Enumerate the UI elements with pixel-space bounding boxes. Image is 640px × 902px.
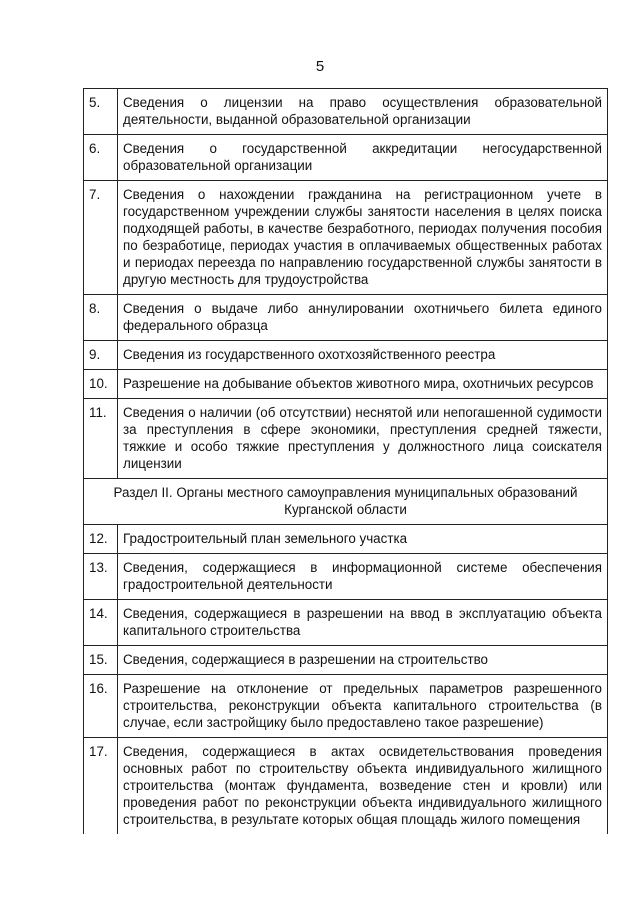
table-row: [84, 370, 608, 399]
row-number: 15.: [84, 646, 118, 675]
row-number: 7.: [84, 181, 118, 295]
row-number: 6.: [84, 135, 118, 181]
row-text: Сведения, содержащиеся в актах освидетельствования проведения основных работ по строительству объекта индивидуального жилищного строительства (монтаж фундамента, возведение стен и кровли) или проведения работ по реконструкции объекта индивидуального жилищного строительства, в результате которых общая площадь жилого помещения: [118, 738, 608, 835]
row-number: 12.: [84, 525, 118, 554]
row-number: 11.: [84, 399, 118, 479]
row-text: Сведения из государственного охотхозяйственного реестра: [118, 341, 608, 370]
table-row: [84, 181, 608, 295]
table-row: [84, 738, 608, 835]
row-text: Сведения о выдаче либо аннулировании охотничьего билета единого федерального образца: [118, 295, 608, 341]
page-number: 5: [315, 58, 325, 75]
row-text: Разрешение на добывание объектов животного мира, охотничьих ресурсов: [118, 370, 608, 399]
row-number: 17.: [84, 738, 118, 835]
table-row: [84, 135, 608, 181]
row-number: 10.: [84, 370, 118, 399]
table-row: [84, 675, 608, 738]
table-row: [84, 399, 608, 479]
row-number: 9.: [84, 341, 118, 370]
row-text: Сведения, содержащиеся в разрешении на ввод в эксплуатацию объекта капитального строительства: [118, 600, 608, 646]
table-row: [84, 646, 608, 675]
table-row: [84, 295, 608, 341]
row-number: 5.: [84, 89, 118, 135]
row-number: 8.: [84, 295, 118, 341]
table-row: [84, 89, 608, 135]
row-text: Сведения, содержащиеся в разрешении на строительство: [118, 646, 608, 675]
row-text: Сведения о нахождении гражданина на регистрационном учете в государственном учреждении службы занятости населения в целях поиска подходящей работы, в качестве безработного, периодах получения пособия по безработице, периодах участия в оплачиваемых общественных работах и периодах переезда по направлению государственной службы занятости в другую местность для трудоустройства: [118, 181, 608, 295]
row-text: Сведения о лицензии на право осуществления образовательной деятельности, выданной образовательной организации: [118, 89, 608, 135]
row-number: 16.: [84, 675, 118, 738]
section-header-row: [84, 479, 608, 525]
row-number: 13.: [84, 554, 118, 600]
table-row: [84, 341, 608, 370]
row-text: Сведения, содержащиеся в информационной системе обеспечения градостроительной деятельности: [118, 554, 608, 600]
section-title: Раздел II. Органы местного самоуправления муниципальных образований Курганской области: [84, 479, 608, 525]
row-text: Разрешение на отклонение от предельных параметров разрешенного строительства, реконструкции объекта капитального строительства (в случае, если застройщику было предоставлено такое разрешение): [118, 675, 608, 738]
document-table: [83, 88, 608, 834]
row-text: Градостроительный план земельного участка: [118, 525, 608, 554]
table-row: [84, 600, 608, 646]
table-row: [84, 525, 608, 554]
table-row: [84, 554, 608, 600]
row-number: 14.: [84, 600, 118, 646]
row-text: Сведения о государственной аккредитации негосударственной образовательной организации: [118, 135, 608, 181]
row-text: Сведения о наличии (об отсутствии) неснятой или непогашенной судимости за преступления в сфере экономики, преступления средней тяжести, тяжкие и особо тяжкие преступления у должностного лица соискателя лицензии: [118, 399, 608, 479]
